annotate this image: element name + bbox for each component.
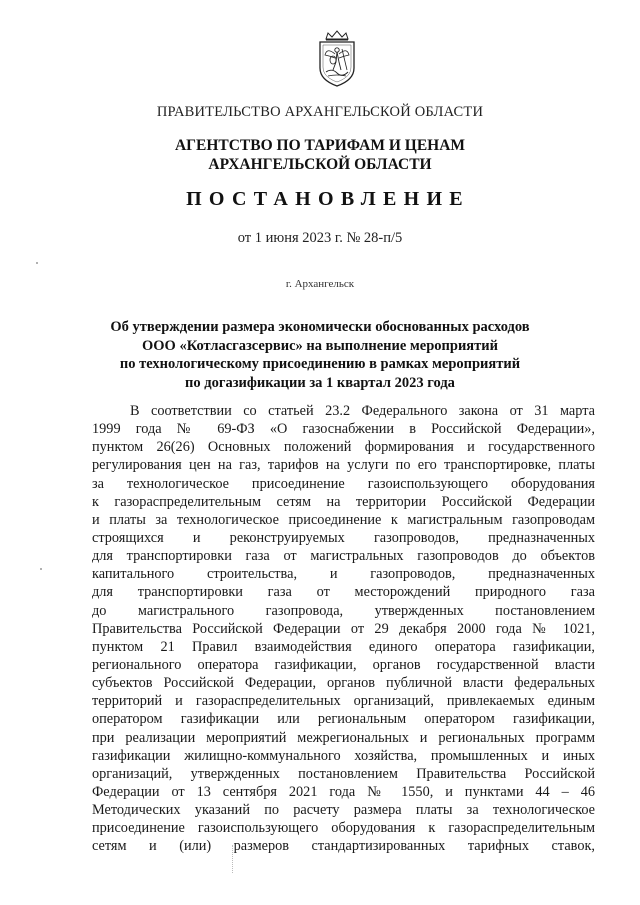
body-line: присоединение газоиспользующего оборудования к газораспределительным: [92, 820, 595, 837]
subject-line-3: по технологическому присоединению в рамках мероприятий: [119, 356, 521, 372]
body-line: Методических указаний по расчету размера платы за технологическое: [92, 802, 595, 819]
body-line: для транспортировки газа от магистральных газопроводов до объектов: [92, 548, 595, 565]
agency-name-line-1: АГЕНТСТВО ПО ТАРИФАМ И ЦЕНАМ: [174, 137, 466, 154]
body-line: 1999 года № 69-ФЗ «О газоснабжении в Российской Федерации»,: [92, 421, 595, 438]
body-line: для транспортировки газа от месторождений природного газа: [92, 584, 595, 601]
decree-title: ПОСТАНОВЛЕНИЕ: [186, 188, 470, 210]
body-line: пунктом 21 Правил взаимодействия единого оператора газификации,: [92, 638, 595, 655]
decree-subject: [0, 318, 640, 392]
decree-city: г. Архангельск: [285, 278, 355, 290]
body-line: пунктом 26(26) Основных положений формирования и государственного: [92, 439, 595, 456]
body-line: газификации жилищно-коммунального хозяйства, промышленных и иных: [92, 747, 595, 764]
body-line: за технологическое присоединение газоиспользующего оборудования: [92, 475, 595, 492]
body-line: Правительства Российской Федерации от 29 декабря 2000 года № 1021,: [92, 620, 595, 637]
body-line: оператором газификации или региональным оператором газификации,: [92, 711, 595, 728]
body-line: организаций, утвержденных постановлением Правительства Российской: [92, 765, 595, 782]
body-line: капитального строительства, и газопроводов, предназначенных: [92, 566, 595, 583]
government-name: ПРАВИТЕЛЬСТВО АРХАНГЕЛЬСКОЙ ОБЛАСТИ: [156, 104, 484, 120]
body-line: Федерации от 13 сентября 2021 года № 1550, и пунктами 44 – 46: [92, 783, 595, 800]
body-line: при реализации мероприятий межрегиональных и региональных программ: [92, 729, 595, 746]
body-line: территорий и газораспределительных организаций, привлекаемых единым: [92, 693, 595, 710]
agency-name-line-2: АРХАНГЕЛЬСКОЙ ОБЛАСТИ: [208, 156, 432, 173]
subject-line-2: ООО «Котласгазсервис» на выполнение мероприятий: [142, 337, 498, 354]
body-line: строящихся и реконструируемых газопроводов, предназначенных: [92, 529, 595, 546]
subject-line-4: по догазификации за 1 квартал 2023 года: [185, 374, 455, 391]
scan-speck: [40, 568, 42, 570]
body-line: субъектов Российской Федерации, органов публичной власти федеральных: [92, 675, 595, 692]
coat-of-arms-icon: [314, 30, 360, 88]
body-line: и платы за технологическое присоединение к магистральным газопроводам: [92, 511, 595, 528]
body-paragraph: [92, 402, 595, 856]
body-line: регионального оператора газификации, органов государственной власти: [92, 656, 595, 673]
body-line: регулирования цен на газ, тарифов на услуги по его транспортировке, платы: [92, 457, 595, 474]
scan-artifact: [232, 845, 237, 873]
decree-date-number: от 1 июня 2023 г. № 28-п/5: [237, 230, 403, 246]
body-line: до магистрального газопровода, утвержденных постановлением: [92, 602, 595, 619]
subject-line-1: Об утверждении размера экономически обоснованных расходов: [110, 319, 530, 335]
body-line: сетям и (или) размеров стандартизированных тарифных ставок,: [92, 838, 595, 855]
agency-name: [0, 136, 640, 174]
body-line: В соответствии со статьей 23.2 Федерального закона от 31 марта: [130, 403, 595, 419]
body-line: к газораспределительным сетям на территории Российской Федерации: [92, 493, 595, 510]
scan-speck: [36, 262, 38, 264]
